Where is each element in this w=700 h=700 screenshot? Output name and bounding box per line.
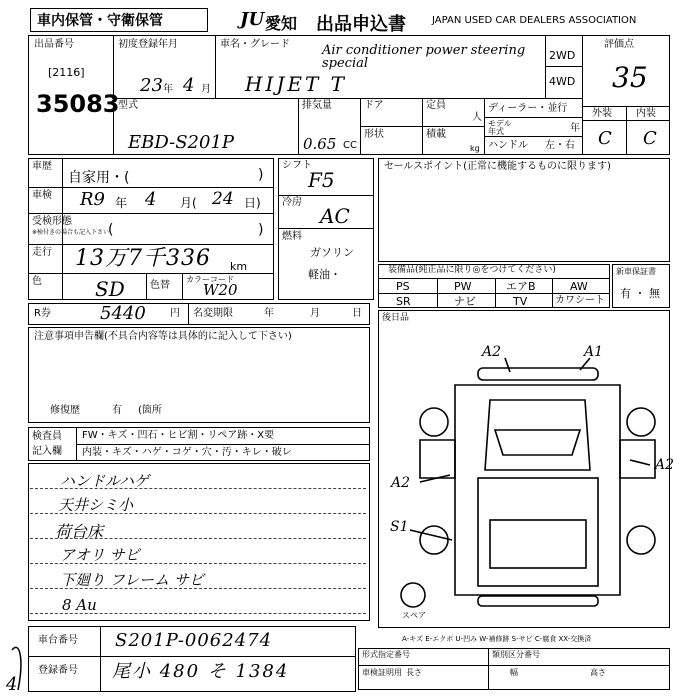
color-label: 色 <box>32 276 42 287</box>
transfer-label: 名変期限 <box>193 308 233 319</box>
equipment-ps: PS <box>396 280 410 293</box>
lot-sub: [2116] <box>48 66 85 79</box>
dealer-label: ディーラー・並行 <box>488 103 568 114</box>
width-label: 幅 <box>510 668 518 677</box>
note-line-1: ハンドルハゲ <box>60 472 149 490</box>
exterior-grade: C <box>598 128 612 149</box>
grade-handwritten: Air conditioner power steering special <box>322 43 526 71</box>
model-code: EBD-S201P <box>128 132 235 153</box>
body-outline <box>455 385 620 595</box>
caution-title: 注意事項申告欄(不具合内容等は具体的に記入して下さい) <box>34 331 292 342</box>
shift-value: F5 <box>308 168 335 192</box>
inspection-month-unit: 月( <box>180 196 197 210</box>
type-label: 型式 <box>118 100 138 111</box>
reception-open: ( <box>108 222 114 238</box>
mileage-value: 13万7千336 <box>75 246 211 271</box>
color-swap-label: 色替 <box>150 280 170 291</box>
plate-label: 登録番号 <box>38 665 78 676</box>
door-label: ドア <box>364 100 384 111</box>
mileage-label: 走行 <box>32 247 52 258</box>
lot-number: 35083 <box>36 90 120 118</box>
damage-mark-right: A2 <box>655 457 675 473</box>
wheel-front-right <box>627 408 655 436</box>
note-line-5: 下廻り フレーム サビ <box>60 571 204 589</box>
plate-number: 尾小 480 そ 1384 <box>112 661 290 682</box>
equipment-aw: AW <box>570 280 588 293</box>
door-left <box>420 440 455 478</box>
cab <box>485 400 590 470</box>
height-label: 高さ <box>590 668 606 677</box>
note-line-3: 荷台床 <box>55 522 104 541</box>
cooling-label: 冷房 <box>282 197 302 208</box>
damage-mark-left: A2 <box>391 475 411 491</box>
transfer-year: 年 <box>264 308 274 319</box>
load-unit: kg <box>470 144 480 153</box>
wheel-rear-right <box>627 526 655 554</box>
repair-place: (箇所 <box>138 405 162 416</box>
history-close: ) <box>258 167 264 183</box>
rear-bumper <box>478 596 598 606</box>
model-year-label: モデル年式 <box>488 119 512 136</box>
reception-close: ) <box>258 222 264 238</box>
color-code-label: カラーコード <box>186 275 234 284</box>
equipment-leather: カワシート <box>555 295 605 306</box>
transfer-month: 月 <box>310 308 320 319</box>
storage-badge-text: 車内保管・守衛保管 <box>37 13 163 29</box>
equipment-sr: SR <box>396 295 411 308</box>
color-value: SD <box>95 277 125 301</box>
note-line-4: アオリ サビ <box>60 546 140 564</box>
fuel-label: 燃料 <box>282 231 302 242</box>
registration-year-unit: 年 <box>163 84 173 95</box>
model-year-unit: 年 <box>570 123 580 134</box>
inspection-month: 4 <box>145 189 157 210</box>
damage-mark-front: A2 <box>482 344 502 360</box>
bottom-left-digit: 4 <box>6 674 18 695</box>
equipment-pw: PW <box>454 280 472 293</box>
capacity-unit: 人 <box>472 112 482 123</box>
recycle-label: R券 <box>34 308 51 319</box>
equipment-airbag: エアB <box>506 280 536 293</box>
registration-year: 23 <box>140 75 163 96</box>
load-label: 積載 <box>426 129 446 140</box>
reception-label: 受検形態 <box>32 216 72 227</box>
exterior-label: 外装 <box>592 108 612 119</box>
shift-label: シフト <box>282 160 312 171</box>
chassis-number: S201P-0062474 <box>115 630 273 651</box>
record-label: 記入欄 <box>32 446 62 457</box>
registration-label: 初度登録年月 <box>118 39 178 50</box>
inspection-row-1: FW・キズ・凹石・ヒビ割・リペア跡・X要 <box>82 430 275 441</box>
length-label: 長さ <box>406 668 422 677</box>
association-name: JAPAN USED CAR DEALERS ASSOCIATION <box>432 15 637 26</box>
displacement-value: 0.65 <box>303 135 337 153</box>
wheel-front-left <box>420 408 448 436</box>
region-name: 愛知 <box>265 14 298 33</box>
cert-label: 形式指定番号 <box>362 650 410 659</box>
dims-label: 車検証明用 <box>362 668 402 677</box>
mileage-unit: km <box>230 260 248 273</box>
transfer-day: 日 <box>352 308 362 319</box>
spare-label: スペア <box>402 611 426 620</box>
spare-tire <box>401 583 425 607</box>
inspection-era: R9 <box>80 189 106 210</box>
cooling-value: AC <box>320 204 350 228</box>
capacity-label: 定員 <box>426 100 446 111</box>
inspector-label: 検査員 <box>32 431 62 442</box>
damage-mark-front-right: A1 <box>584 344 604 360</box>
damage-legend: A-キズ E-エクボ U-凹み W-補修跡 S-サビ C-腐食 XX-交換済 <box>402 635 592 643</box>
windshield <box>495 430 580 455</box>
repair-history-label: 修復歴 <box>50 405 80 416</box>
reception-note: ※検付きの場合も記入下さい <box>32 229 110 236</box>
warranty-label: 新車保証書 <box>616 267 656 276</box>
handle-options: 左・右 <box>545 140 575 151</box>
score-label: 評価点 <box>604 39 634 50</box>
car-name-handwritten: HIJET T <box>245 72 347 96</box>
equipment-navi: ナビ <box>454 295 476 308</box>
interior-label: 内装 <box>636 108 656 119</box>
inspection-day-unit: 日) <box>244 196 261 210</box>
history-value: 自家用・( <box>68 170 130 186</box>
door-right <box>620 440 655 478</box>
fuel-gasoline: ガソリン <box>310 246 354 259</box>
wheel-rear-left <box>420 526 448 554</box>
class-label: 類別区分番号 <box>492 650 540 659</box>
history-label: 車歴 <box>32 161 52 172</box>
rear-seat-label: 後日品 <box>382 313 410 323</box>
displacement-unit: CC <box>343 140 357 151</box>
selling-points-label: セールスポイント(正常に機能するものに限ります) <box>384 161 611 172</box>
inspection-row-2: 内装・キズ・ハゲ・コゲ・穴・汚・キレ・破レ <box>82 447 292 458</box>
note-line-2: 天井シミ小 <box>58 496 134 514</box>
recycle-unit: 円 <box>170 308 180 319</box>
damage-mark-rear-left: S1 <box>390 519 409 535</box>
warranty-options: 有 ・ 無 <box>620 287 660 300</box>
ju-logo: JU <box>240 9 265 30</box>
score-value: 35 <box>612 61 648 94</box>
inspection-label: 車検 <box>32 190 52 201</box>
bed-floor <box>490 520 586 568</box>
truck-bed <box>478 478 598 586</box>
shape-label: 形状 <box>364 129 384 140</box>
drive-4wd: 4WD <box>549 75 576 88</box>
color-code-value: W20 <box>203 281 238 299</box>
car-name-label: 車名・グレード <box>220 39 290 50</box>
fuel-diesel: 軽油・ <box>308 268 341 281</box>
handle-label: ハンドル <box>488 140 528 151</box>
lot-label: 出品番号 <box>34 39 74 50</box>
equipment-tv: TV <box>513 295 528 308</box>
interior-grade: C <box>643 128 657 149</box>
repair-yes: 有 <box>112 405 122 416</box>
displacement-label: 排気量 <box>302 100 332 111</box>
drive-2wd: 2WD <box>549 49 576 62</box>
note-line-6: 8 Au <box>62 596 97 614</box>
chassis-label: 車台番号 <box>38 635 78 646</box>
equipment-title: 装備品(純正品に限り◎をつけてください) <box>388 265 556 275</box>
form-title: 出品申込書 <box>316 14 406 35</box>
inspection-day: 24 <box>212 189 234 209</box>
recycle-value: 5440 <box>100 303 146 324</box>
inspection-year-unit: 年 <box>115 196 128 210</box>
registration-month-unit: 月 <box>201 84 211 95</box>
registration-month: 4 <box>183 75 195 96</box>
